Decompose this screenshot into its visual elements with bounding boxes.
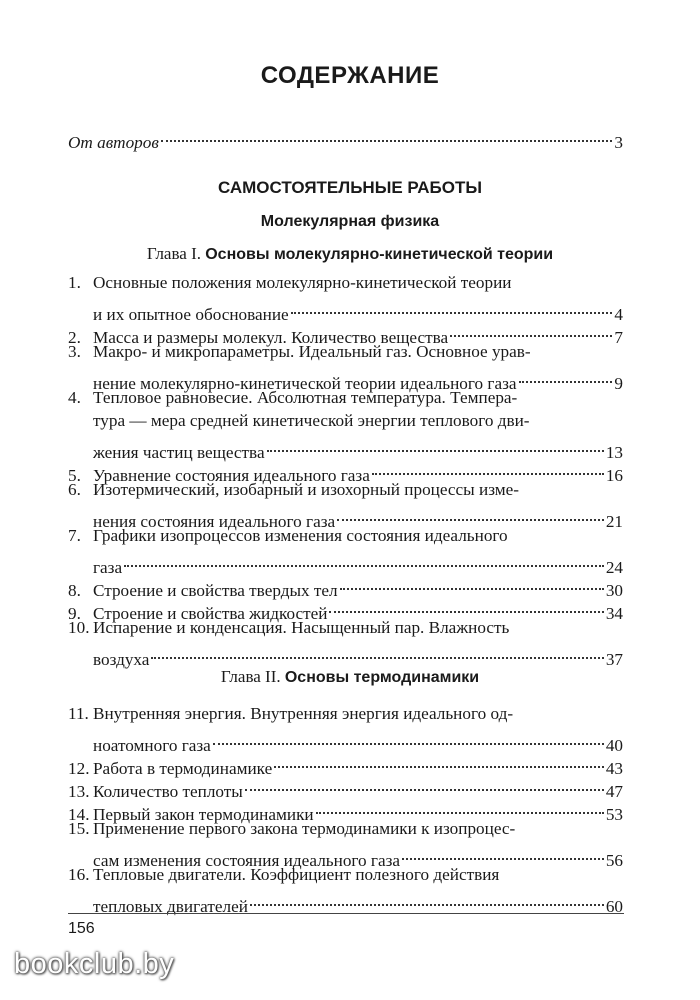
leader-dots: [372, 449, 604, 475]
watermark-logo: bookclub.by: [14, 948, 175, 980]
entry-page: 30: [605, 581, 623, 600]
entry-page: 16: [605, 466, 623, 485]
entry-text: Первый закон термодинамики: [93, 805, 314, 824]
entry-number: 1.: [68, 273, 81, 292]
entry-number: 10.: [68, 618, 90, 637]
entry-page: 24: [605, 558, 623, 577]
leader-dots: [151, 633, 603, 659]
entry-text: Графики изопроцессов изменения состояния идеального: [93, 526, 508, 545]
leader-dots: [402, 834, 604, 860]
preface-page: 3: [614, 133, 623, 152]
footer-rule: [68, 913, 624, 914]
leader-dots: [337, 495, 604, 521]
chapter-prefix: Глава II.: [220, 667, 281, 686]
entry-text: Основные положения молекулярно-кинетической теории: [93, 273, 512, 292]
entry-number: 12.: [68, 759, 90, 778]
entry-number: 9.: [68, 604, 81, 623]
chapter-prefix: Глава I.: [146, 244, 201, 263]
entry-text: ноатомного газа: [93, 736, 211, 755]
toc-entry-preface[interactable]: [68, 122, 623, 152]
entry-page: 13: [605, 443, 623, 462]
entry-page: 60: [605, 897, 623, 916]
leader-dots: [250, 880, 604, 906]
entry-number: 11.: [68, 704, 89, 723]
chapter-heading-1: [0, 244, 700, 264]
entry-page: 9: [614, 374, 623, 393]
entry-page: 43: [605, 759, 623, 778]
entry-text: сам изменения состояния идеального газа: [93, 851, 401, 870]
entry-text: Строение и свойства твердых тел: [93, 581, 338, 600]
entry-number: 3.: [68, 342, 81, 361]
chapter-heading-2: [0, 667, 700, 687]
entry-text: и их опытное обоснование: [93, 305, 289, 324]
entry-text: Применение первого закона термодинамики к изопроцес-: [93, 819, 516, 838]
entry-number: 14.: [68, 805, 90, 824]
entry-page: 53: [605, 805, 623, 824]
entry-number: 16.: [68, 865, 90, 884]
entry-text: газа: [93, 558, 123, 577]
entry-text: Испарение и конденсация. Насыщенный пар. Влажность: [93, 618, 510, 637]
entry-text: Количество теплоты: [93, 782, 243, 801]
entry-text: нения состояния идеального газа: [93, 512, 336, 531]
chapter-title: Основы молекулярно-кинетической теории: [205, 246, 554, 263]
entry-text: нение молекулярно-кинетической теории идеального газа: [93, 374, 517, 393]
entry-text: тура — мера средней кинетической энергии теплового дви-: [93, 411, 530, 430]
toc-entry-2[interactable]: [68, 317, 623, 347]
entry-number: 4.: [68, 388, 81, 407]
leader-dots: [161, 116, 613, 142]
page-title: СОДЕРЖАНИЕ: [260, 62, 440, 89]
entry-page: 47: [605, 782, 623, 801]
entry-page: 34: [605, 604, 623, 623]
entry-page: 4: [614, 305, 623, 324]
entry-text: Макро- и микропараметры. Идеальный газ. Основное урав-: [93, 342, 531, 361]
entry-page: 7: [614, 328, 623, 347]
leader-dots: [329, 587, 603, 613]
entry-number: 13.: [68, 782, 90, 801]
entry-text: Внутренняя энергия. Внутренняя энергия идеального од-: [93, 704, 514, 723]
toc-entry-9[interactable]: [68, 593, 623, 623]
entry-text: жения частиц вещества: [93, 443, 265, 462]
entry-text: Строение и свойства жидкостей: [93, 604, 328, 623]
entry-text: Тепловые двигатели. Коэффициент полезного действия: [93, 865, 500, 884]
page-number: 156: [68, 920, 95, 937]
leader-dots: [450, 311, 612, 337]
entry-number: 7.: [68, 526, 81, 545]
leader-dots: [316, 788, 604, 814]
entry-text: Тепловое равновесие. Абсолютная температура. Темпера-: [93, 388, 518, 407]
entry-number: 6.: [68, 480, 81, 499]
entry-page: 37: [605, 650, 623, 669]
leader-dots: [519, 357, 613, 383]
entry-text: Работа в термодинамике: [93, 759, 273, 778]
entry-page: 56: [605, 851, 623, 870]
chapter-title: Основы термодинамики: [284, 669, 480, 686]
entry-text: Масса и размеры молекул. Количество вещества: [93, 328, 449, 347]
entry-page: 40: [605, 736, 623, 755]
entry-text: воздуха: [93, 650, 150, 669]
entry-number: 15.: [68, 819, 90, 838]
toc-entry-14[interactable]: [68, 794, 623, 824]
entry-page: 21: [605, 512, 623, 531]
entry-number: 2.: [68, 328, 81, 347]
subsection-heading: Молекулярная физика: [260, 213, 440, 230]
entry-number: 5.: [68, 466, 81, 485]
toc-entry-5[interactable]: [68, 455, 623, 485]
entry-text: Изотермический, изобарный и изохорный процессы изме-: [93, 480, 520, 499]
entry-text: тепловых двигателей: [93, 897, 248, 916]
preface-label: От авторов: [68, 133, 159, 152]
entry-text: Уравнение состояния идеального газа: [93, 466, 370, 485]
entry-number: 8.: [68, 581, 81, 600]
section-heading: САМОСТОЯТЕЛЬНЫЕ РАБОТЫ: [218, 178, 482, 197]
